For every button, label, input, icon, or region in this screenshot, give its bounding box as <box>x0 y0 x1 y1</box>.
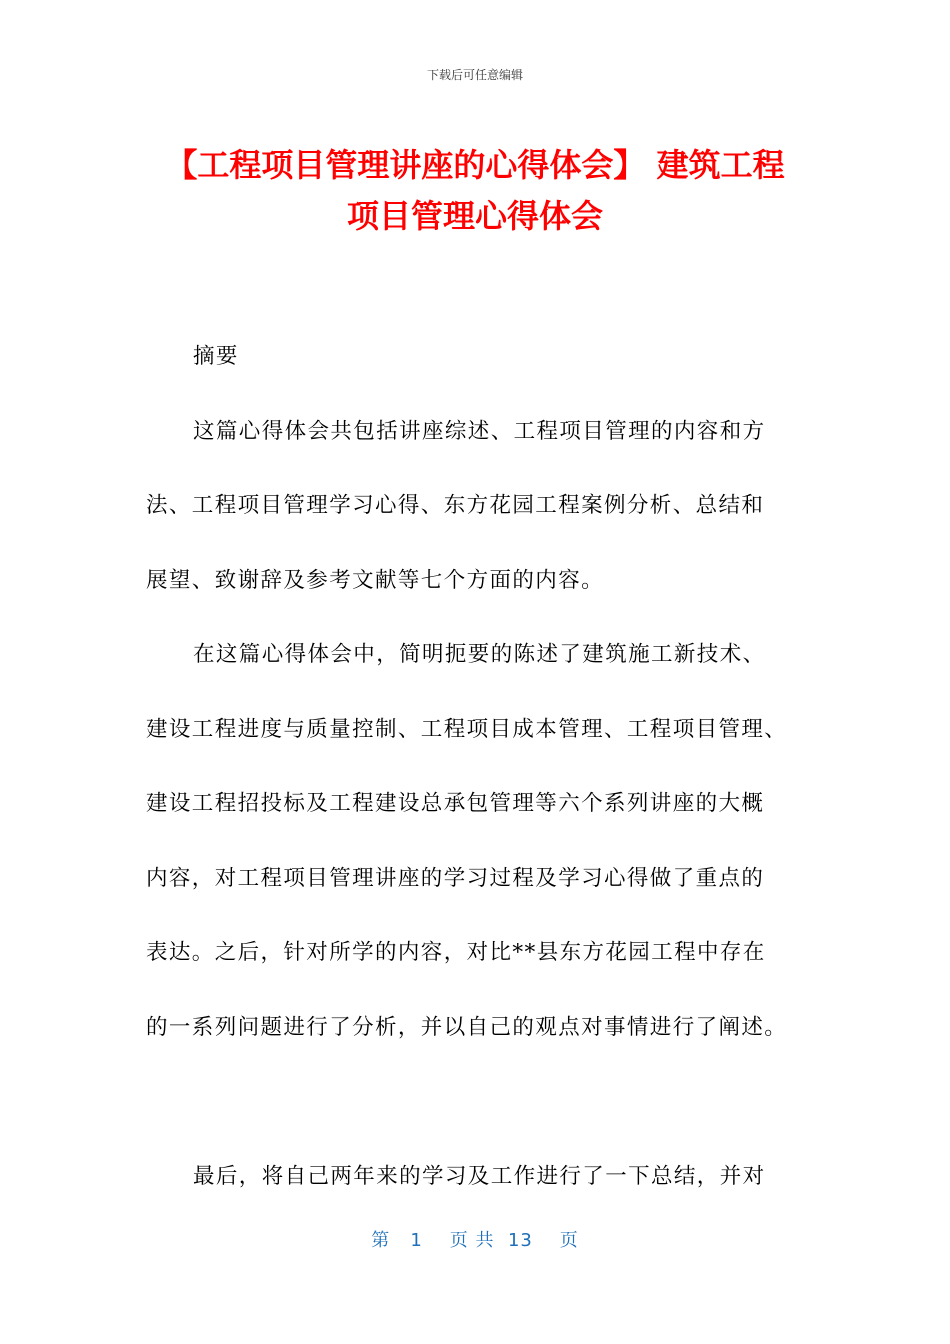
para2-line-4: 内容，对工程项目管理讲座的学习过程及学习心得做了重点的 <box>146 865 765 891</box>
footer-current-page: 1 <box>410 1230 423 1251</box>
abstract-heading: 摘要 <box>193 344 239 369</box>
document-title <box>140 140 810 242</box>
header-note: 下载后可任意编辑 <box>426 68 523 82</box>
para2-line-6: 的一系列问题进行了分析，并以自己的观点对事情进行了阐述。 <box>146 1014 788 1040</box>
para2-line-5: 表达。之后，针对所学的内容，对比**县东方花园工程中存在 <box>146 940 766 965</box>
title-line-1: 【工程项目管理讲座的心得体会】 建筑工程 <box>165 146 785 184</box>
para1-line-3: 展望、致谢辞及参考文献等七个方面的内容。 <box>146 567 605 593</box>
para2-line-1: 在这篇心得体会中，简明扼要的陈述了建筑施工新技术、 <box>193 642 766 667</box>
page-footer <box>0 1226 950 1252</box>
document-body <box>146 320 806 1214</box>
footer-prefix: 第 <box>371 1230 391 1251</box>
title-line-2: 项目管理心得体会 <box>346 197 603 235</box>
para3-line-1: 最后，将自己两年来的学习及工作进行了一下总结，并对 <box>193 1163 766 1189</box>
paragraph-gap <box>146 1065 806 1140</box>
footer-suffix: 页 <box>559 1230 579 1251</box>
para1-line-1: 这篇心得体会共包括讲座综述、工程项目管理的内容和方 <box>193 418 766 444</box>
para2-line-3: 建设工程招投标及工程建设总承包管理等六个系列讲座的大概 <box>146 791 765 816</box>
para1-line-2: 法、工程项目管理学习心得、东方花园工程案例分析、总结和 <box>146 493 765 518</box>
footer-total-pages: 13 <box>507 1230 533 1251</box>
para2-line-2: 建设工程进度与质量控制、工程项目成本管理、工程项目管理、 <box>146 716 788 742</box>
footer-middle: 页 共 <box>449 1230 495 1251</box>
